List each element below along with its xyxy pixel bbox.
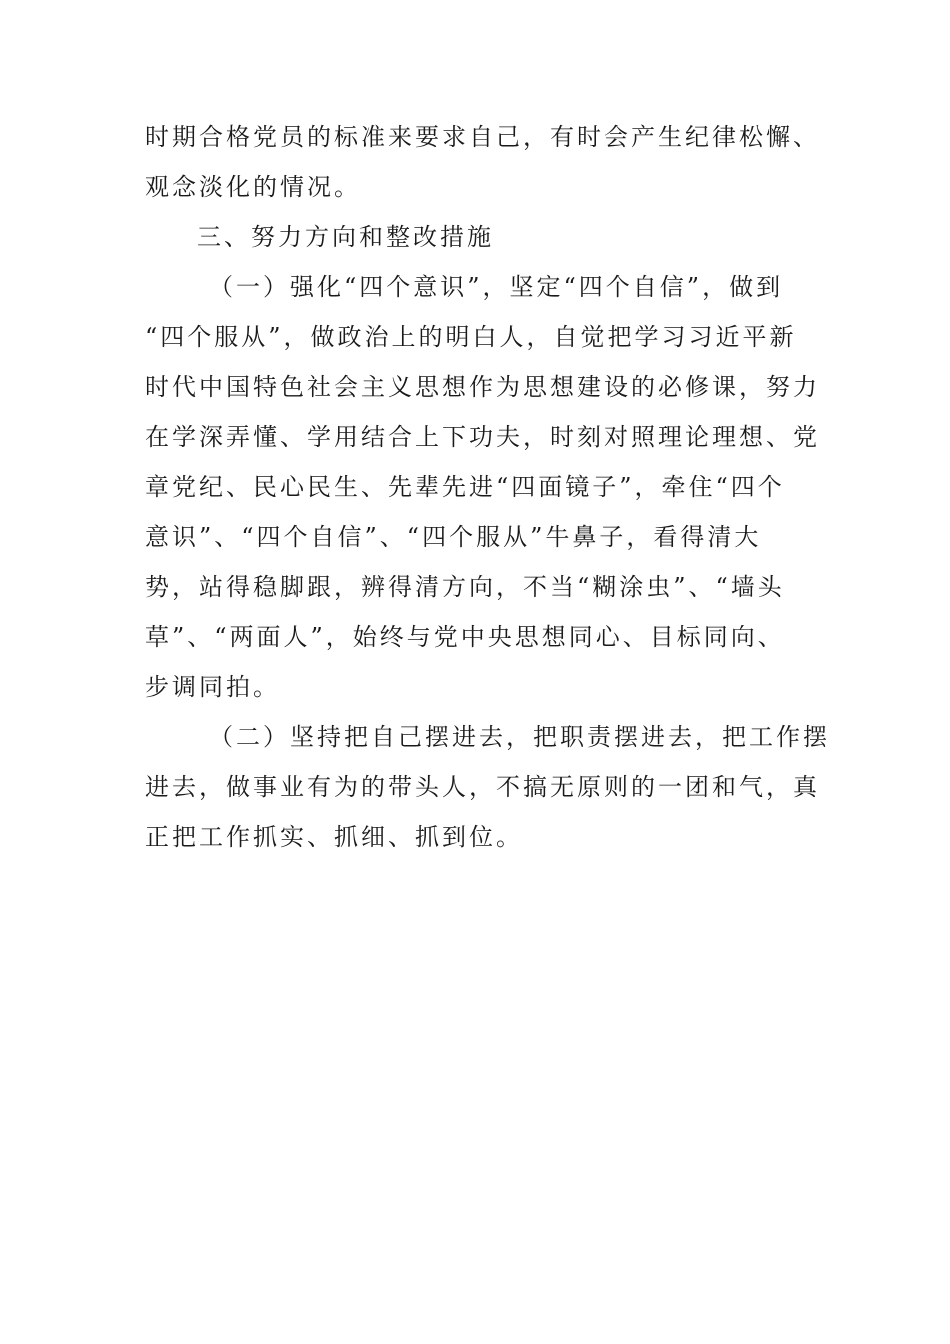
text-line: 步调同拍。 bbox=[145, 673, 280, 701]
text-line: “四个服从”，做政治上的明白人，自觉把学习习近平新 bbox=[145, 323, 797, 351]
text-line: 在学深弄懂、学用结合上下功夫，时刻对照理论理想、党 bbox=[145, 423, 820, 451]
text-line: 观念淡化的情况。 bbox=[145, 173, 361, 201]
text-line: 时代中国特色社会主义思想作为思想建设的必修课，努力 bbox=[145, 373, 820, 401]
text-line: 时期合格党员的标准来要求自己，有时会产生纪律松懈、 bbox=[145, 123, 820, 151]
text-line: 势，站得稳脚跟，辨得清方向，不当“糊涂虫”、“墙头 bbox=[145, 573, 785, 601]
text-line: （一）强化“四个意识”，坚定“四个自信”，做到 bbox=[209, 273, 784, 301]
text-line: 进去，做事业有为的带头人，不搞无原则的一团和气，真 bbox=[145, 773, 820, 801]
text-line: 正把工作抓实、抓细、抓到位。 bbox=[145, 823, 523, 851]
text-line: 意识”、“四个自信”、“四个服从”牛鼻子，看得清大 bbox=[145, 523, 762, 551]
text-line: 草”、“两面人”，始终与党中央思想同心、目标同向、 bbox=[145, 623, 785, 651]
text-line: 三、努力方向和整改措施 bbox=[197, 223, 494, 251]
text-line: （二）坚持把自己摆进去，把职责摆进去，把工作摆 bbox=[209, 723, 830, 751]
text-line: 章党纪、民心民生、先辈先进“四面镜子”，牵住“四个 bbox=[145, 473, 785, 501]
